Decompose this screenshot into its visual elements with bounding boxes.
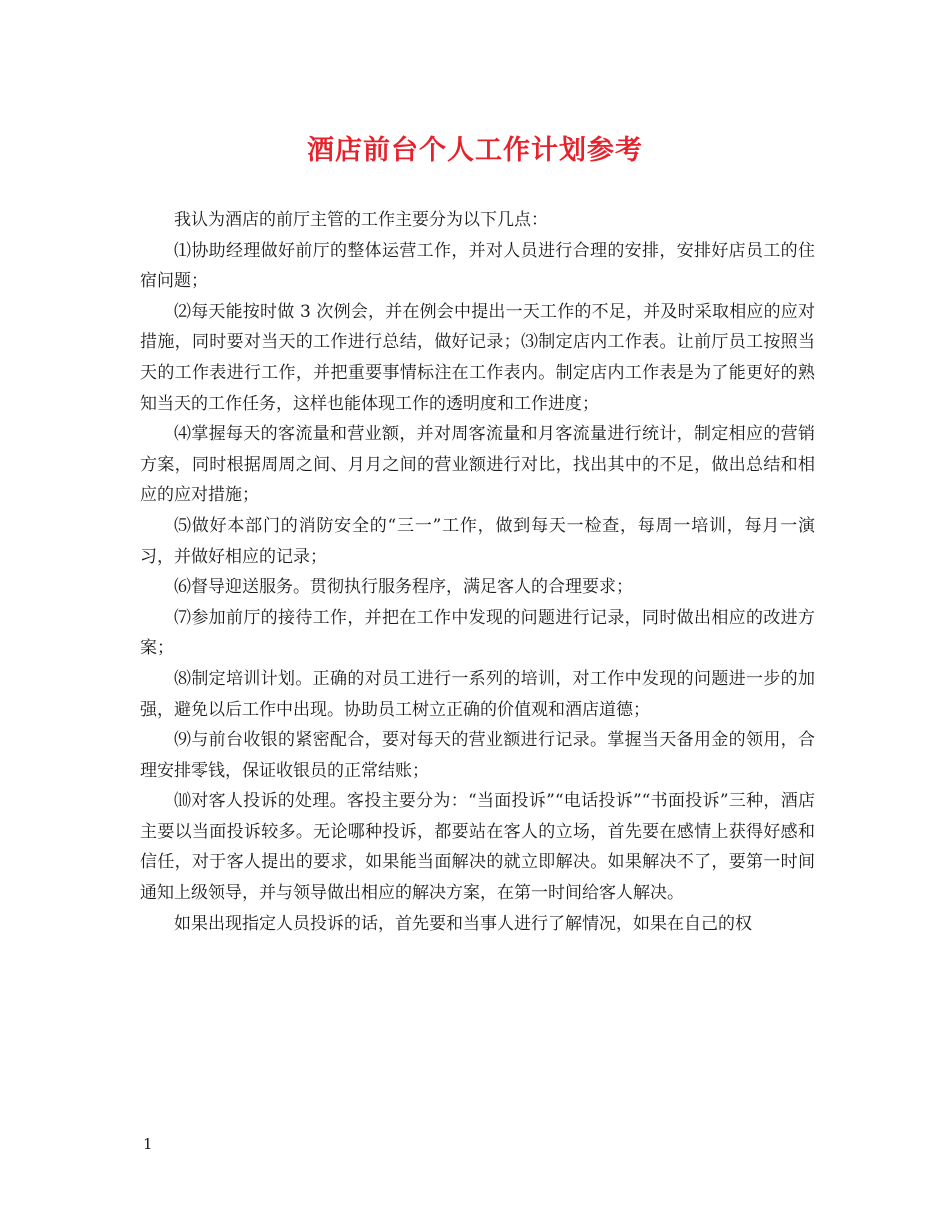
paragraph-item-1: ⑴协助经理做好前厅的整体运营工作，并对人员进行合理的安排，安排好店员工的住宿问题； [140,240,815,292]
page-number: 1 [143,1135,153,1153]
paragraph-item-9: ⑼与前台收银的紧密配合，要对每天的营业额进行记录。掌握当天备用金的领用，合理安排零钱，保证收银员的正常结账； [140,730,815,781]
paragraph-item-4: ⑷掌握每天的客流量和营业额，并对周客流量和月客流量进行统计，制定相应的营销方案，同时根据周周之间、月月之间的营业额进行对比，找出其中的不足，做出总结和相应的应对措施； [140,424,815,506]
paragraph-item-5: ⑸做好本部门的消防安全的“三一”工作，做到每天一检查，每周一培训，每月一演习，并做好相应的记录； [140,515,815,567]
paragraph-item-2: ⑵每天能按时做 3 次例会，并在例会中提出一天工作的不足，并及时采取相应的应对措施，同时要对当天的工作进行总结，做好记录；⑶制定店内工作表。让前厅员工按照当天的工作表进行工作，并把重要事情标注在工作表内。制定店内工作表是为了能更好的熟知当天的工作任务，这样也能体现工作的透明度和工作进度； [140,301,815,414]
paragraph-intro: 我认为酒店的前厅主管的工作主要分为以下几点： [174,210,548,230]
paragraph-continuation: 如果出现指定人员投诉的话，首先要和当事人进行了解情况，如果在自己的权 [174,913,752,934]
paragraph-item-6: ⑹督导迎送服务。贯彻执行服务程序，满足客人的合理要求； [174,577,633,598]
paragraph-item-7: ⑺参加前厅的接待工作，并把在工作中发现的问题进行记录，同时做出相应的改进方案； [140,607,815,659]
paragraph-item-8: ⑻制定培训计划。正确的对员工进行一系列的培训，对工作中发现的问题进一步的加强，避免以后工作中出现。协助员工树立正确的价值观和酒店道德； [140,668,815,720]
document-title: 酒店前台个人工作计划参考 [307,135,643,166]
paragraph-item-10: ⑽对客人投诉的处理。客投主要分为：“当面投诉”“电话投诉”“书面投诉”三种，酒店主要以当面投诉较多。无论哪种投诉，都要站在客人的立场，首先要在感情上获得好感和信任，对于客人提出的要求，如果能当面解决的就立即解决。如果解决不了，要第一时间通知上级领导，并与领导做出相应的解决方案，在第一时间给客人解决。 [140,791,815,904]
document-body [140,205,815,939]
